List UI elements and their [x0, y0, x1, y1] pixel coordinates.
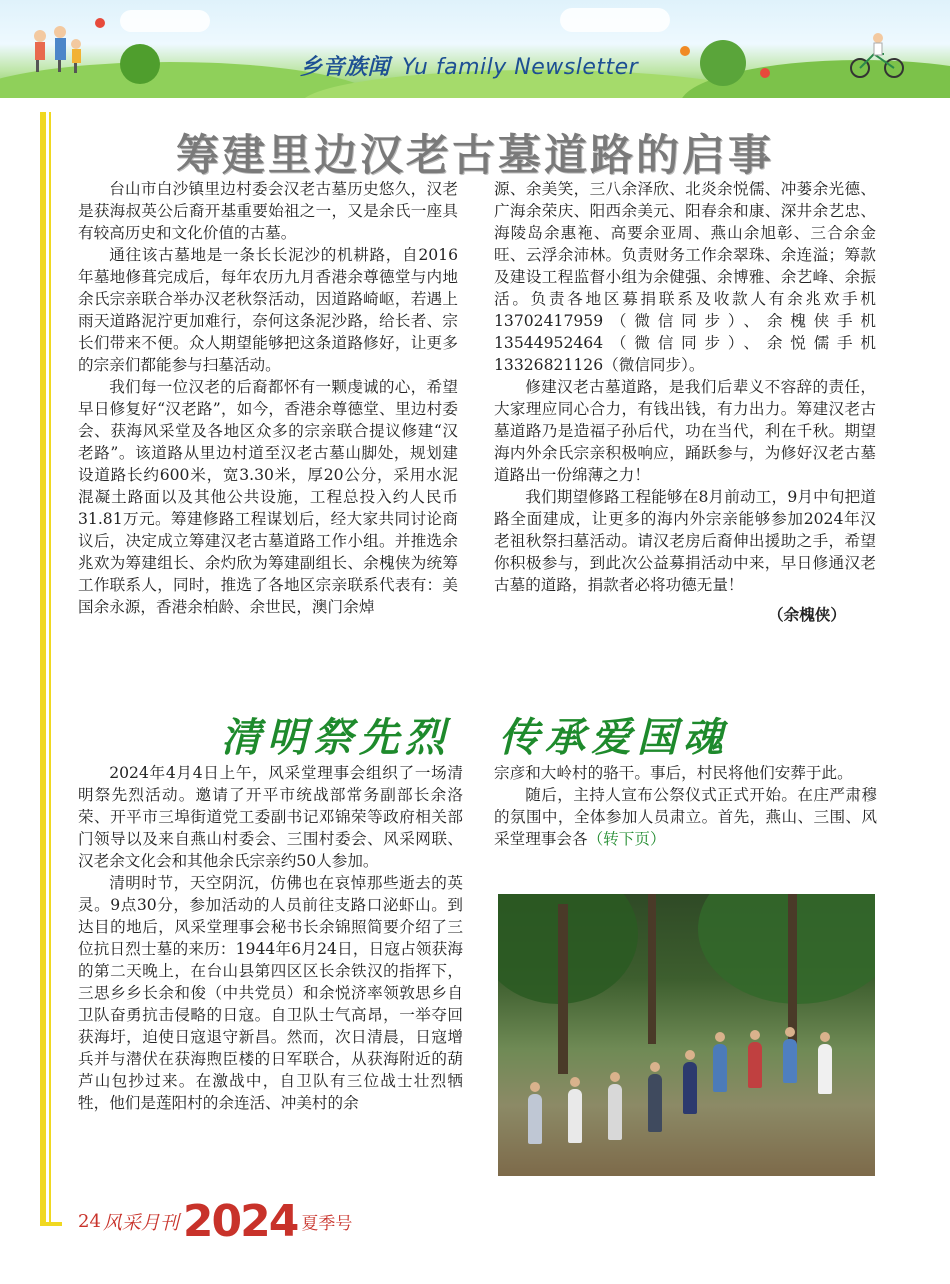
flower-decoration	[760, 68, 770, 78]
photo-person	[608, 1084, 622, 1140]
page-number: 24	[78, 1211, 101, 1232]
issue-year: 2024	[182, 1196, 298, 1247]
turn-page-note: （转下页）	[587, 830, 666, 848]
photo-person	[648, 1074, 662, 1132]
cloud-decoration	[560, 8, 670, 32]
flower-decoration	[680, 46, 690, 56]
article1-paragraph: 台山市白沙镇里边村委会汉老古墓历史悠久，汉老是获海叔英公后裔开基重要始祖之一，又是余氏一座具有较高历史和文化价值的古墓。	[78, 180, 458, 242]
article2-column-left	[78, 762, 463, 1114]
page-footer	[78, 1196, 353, 1247]
magazine-name: 风采月刊	[102, 1212, 179, 1234]
article2-paragraph-text: 随后，主持人宣布公祭仪式正式开始。在庄严肃穆的氛围中，全体参加人员肃立。首先，燕山、三围、风采堂理事会各	[494, 786, 877, 848]
photo-person-head	[650, 1062, 660, 1072]
flower-decoration	[95, 18, 105, 28]
tree-decoration	[120, 44, 160, 84]
family-illustration-icon	[28, 26, 88, 76]
newsletter-title	[300, 50, 638, 81]
article1-paragraph: 源、余美笑，三八余泽欣、北炎余悦儒、冲蒌余光德、广海余荣庆、阳西余美元、阳春余和康、深井余艺忠、海陵岛余惠袘、高要余亚周、燕山余旭彰、三合余金旺、云浮余沛林。负责财务工作余翠珠、余连溢；筹款及建设工程监督小组为余健强、余博雅、余艺峰、余振活。负责各地区募捐联系及收款人有余兆欢手机13702417959（微信同步）、余槐侠手机13544952464（微信同步）、余悦儒手机13326821126（微信同步）。	[494, 180, 876, 374]
left-accent-bar	[40, 112, 46, 1222]
photo-foliage	[498, 894, 638, 1004]
article2-title-part2: 传承爱国魂	[499, 714, 729, 761]
photo-person	[683, 1062, 697, 1114]
article2-title-part1: 清明祭先烈	[221, 714, 451, 761]
photo-person	[748, 1042, 762, 1088]
article2-column-right	[494, 762, 877, 850]
article2-paragraph: 宗彦和大岭村的骆干。事后，村民将他们安葬于此。	[494, 764, 853, 782]
bottom-accent-bar	[40, 1222, 62, 1226]
photo-person	[783, 1039, 797, 1083]
photo-person	[818, 1044, 832, 1094]
photo-person-head	[715, 1032, 725, 1042]
photo-person-head	[570, 1077, 580, 1087]
article1-title: 筹建里边汉老古墓道路的启事	[176, 131, 774, 181]
photo-person-head	[750, 1030, 760, 1040]
article1-signature: （余槐侠）	[768, 605, 846, 624]
photo-person-head	[685, 1050, 695, 1060]
newsletter-title-en: Yu family Newsletter	[402, 55, 639, 80]
newsletter-title-zh: 乡音族闻	[300, 55, 391, 80]
article2-paragraph: 清明时节，天空阴沉，仿佛也在哀悼那些逝去的英灵。9点30分，参加活动的人员前往支路口泌虾山。到达目的地后，风采堂理事会秘书长余锦照简要介绍了三位抗日烈士墓的来历：1944年6月24日，日寇占领获海的第二天晚上，在台山县第四区区长余铁汉的指挥下，三思乡乡长余和俊（中共党员）和余悦济率领敦思乡自卫队奋勇抗击侵略的日寇。自卫队士气高昂，一举夺回获海圩，迫使日寇退守新昌。然而，次日清晨，日寇增兵并与潜伏在获海煦臣楼的日军联合，从获海附近的葫芦山包抄过来。在激战中，自卫队有三位战士壮烈牺牲，他们是莲阳村的余连活、冲美村的余	[78, 874, 463, 1112]
article1-paragraph: 我们期望修路工程能够在8月前动工，9月中旬把道路全面建成，让更多的海内外宗亲能够参加2024年汉老祖秋祭扫墓活动。请汉老房后裔伸出援助之手，希望你积极参与，到此次公益募捐活动中来，早日修通汉老古墓的道路，捐款者必将功德无量！	[494, 488, 876, 594]
photo-person-head	[610, 1072, 620, 1082]
issue-season: 夏季号	[301, 1214, 353, 1234]
article1-column-right	[494, 178, 876, 626]
ceremony-photo	[498, 894, 875, 1176]
article2-paragraph: 2024年4月4日上午，风采堂理事会组织了一场清明祭先烈活动。邀请了开平市统战部常务副部长余洛荣、开平市三埠街道党工委副书记邓锦荣等政府相关部门领导以及来自燕山村委会、三围村委会、风采网联、汉老余文化会和其他余氏宗亲约50人参加。	[78, 764, 463, 870]
photo-foliage	[698, 894, 875, 1004]
article1-paragraph: 通往该古墓地是一条长长泥沙的机耕路，自2016年墓地修葺完成后，每年农历九月香港余尊德堂与内地余氏宗亲联合举办汉老秋祭活动，因道路崎岖，若遇上雨天道路泥泞更加难行，奈何这条泥沙路，给长者、宗长们带来不便。众人期望能够把这条道路修好，让更多的宗亲们都能参与扫墓活动。	[78, 246, 458, 374]
article2-paragraph	[494, 784, 877, 850]
photo-tree-trunk	[648, 894, 656, 1044]
article1-paragraph: 修建汉老古墓道路，是我们后辈义不容辞的责任，大家理应同心合力，有钱出钱，有力出力。筹建汉老古墓道路乃是造福子孙后代，功在当代，利在千秋。期望海内外余氏宗亲积极响应，踊跃参与，为修好汉老古墓道路出一份绵薄之力！	[494, 378, 876, 484]
left-accent-bar-thin	[49, 112, 51, 1222]
photo-person-head	[820, 1032, 830, 1042]
tree-decoration	[700, 40, 746, 86]
header-banner	[0, 0, 950, 98]
article1-column-left	[78, 178, 458, 618]
article1-paragraph: 我们每一位汉老的后裔都怀有一颗虔诚的心，希望早日修复好“汉老路”，如今，香港余尊德堂、里边村委会、获海风采堂及各地区众多的宗亲联合提议修建“汉老路”。该道路从里边村道至汉老古墓山脚处，规划建设道路长约600米，宽3.30米，厚20公分，采用水泥混凝土路面以及其他公共设施，工程总投入约人民币31.81万元。筹建修路工程谋划后，经大家共同讨论商议后，决定成立筹建汉老古墓道路工作小组。并推选余兆欢为筹建组长、余灼欣为筹建副组长、余槐侠为统筹工作联系人，同时，推选了各地区宗亲联系代表有：美国余永源，香港余柏龄、余世民，澳门余焯	[78, 378, 458, 616]
photo-person-head	[530, 1082, 540, 1092]
cyclist-illustration-icon	[846, 30, 910, 80]
photo-tree-trunk	[558, 904, 568, 1074]
photo-person	[528, 1094, 542, 1144]
photo-person-head	[785, 1027, 795, 1037]
photo-person	[568, 1089, 582, 1143]
photo-person	[713, 1044, 727, 1092]
cloud-decoration	[120, 10, 210, 32]
article2-title	[0, 706, 950, 763]
